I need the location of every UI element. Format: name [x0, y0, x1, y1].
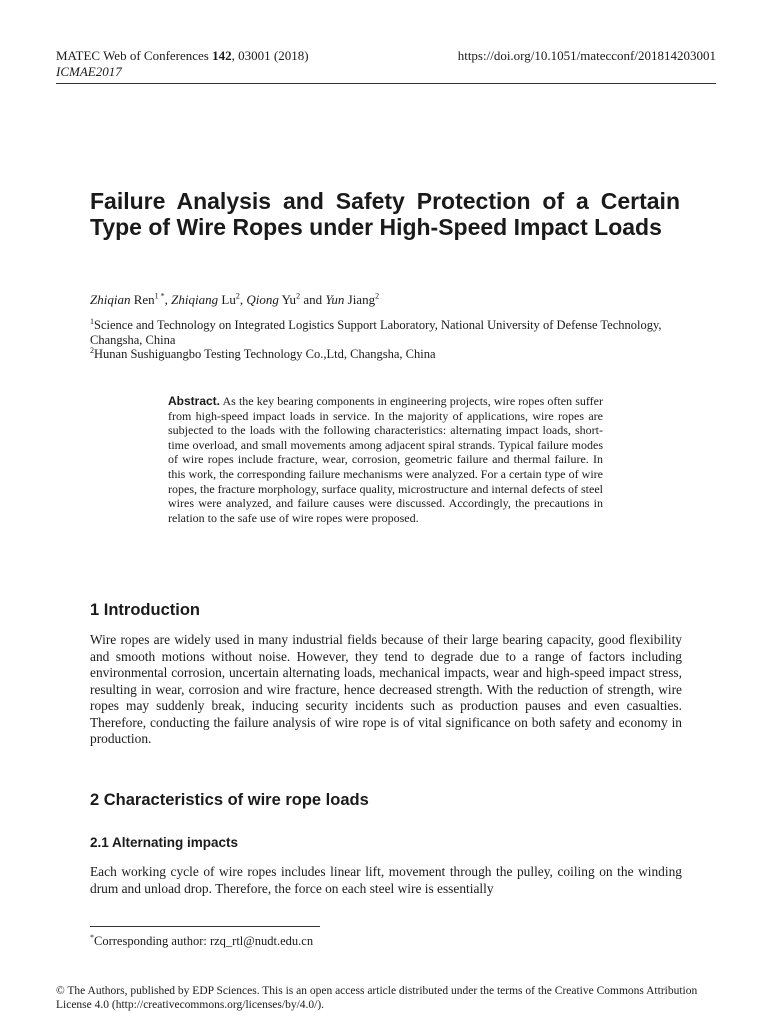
journal-citation: MATEC Web of Conferences 142, 03001 (2018) — [56, 48, 309, 63]
abstract-label: Abstract. — [168, 394, 221, 408]
paper-title: Failure Analysis and Safety Protection of a Certain Type of Wire Ropes under High-Speed Impact Loads — [90, 188, 680, 240]
abstract — [168, 394, 603, 525]
author-list — [90, 292, 688, 308]
affiliations — [90, 318, 688, 362]
abstract-text: As the key bearing components in engineering projects, wire ropes often suffer from high-speed impact loads in service. In the majority of applications, wire ropes are subjected to the loads with the following characteristics: alternating impact loads, short-time overload, and small movements among adjacent spiral strands. Typical failure modes of wire ropes include fracture, wear, corrosion, geometric failure and thermal failure. In this work, the corresponding failure mechanisms were analyzed. For a certain type of wire ropes, the fracture morphology, surface quality, microstructure and internal defects of steel wires were analyzed, and failure causes were discussed. Accordingly, the precautions in relation to the safe use of wire ropes were proposed. — [168, 394, 603, 525]
author: Qiong Yu$^2$ and — [246, 291, 326, 307]
author: Zhiqiang Lu$^2$, — [171, 291, 247, 307]
alternating-impacts-paragraph: Each working cycle of wire ropes includes linear lift, movement through the pulley, coiling on the winding drum and unload drop. Therefore, the force on each steel wire is essentially — [90, 864, 682, 896]
section-heading-characteristics: 2 Characteristics of wire rope loads — [90, 791, 369, 809]
footnote-divider — [90, 926, 320, 927]
affiliation: $^2$Hunan Sushiguangbo Testing Technology Co.,Ltd, Changsha, China — [90, 345, 436, 361]
doi-link[interactable]: https://doi.org/10.1051/matecconf/201814203001 — [457, 48, 716, 63]
running-header — [56, 48, 716, 84]
introduction-paragraph: Wire ropes are widely used in many industrial fields because of their large bearing capacity, good flexibility and smooth motions without noise. However, they tend to degrade due to a range of factors including environmental corrosion, uncertain alternating loads, mechanical impacts, wear and high-speed impact stress, resulting in wear, corrosion and wire fracture, hence decreased strength. With the reduction of strength, wire ropes may suddenly break, inducing security incidents such as production pauses and even casualties. Therefore, conducting the failure analysis of wire rope is of vital significance on both safety and economy in production. — [90, 632, 682, 746]
author: Zhiqian Ren$^{1 *}$, — [90, 291, 172, 307]
license-notice: © The Authors, published by EDP Sciences. This is an open access article distributed under the terms of the Creative Commons Attribution License 4.0 (http://creativecommons.org/licenses/by/4.0/). — [56, 985, 698, 1011]
conference-name: ICMAE2017 — [56, 64, 122, 79]
affiliation: $^1$Science and Technology on Integrated Logistics Support Laboratory, National University of Defense Technology, Changsha, China — [90, 316, 662, 347]
footnote: *Corresponding author: rzq_rtl@nudt.edu.cn — [90, 932, 314, 948]
section-heading-introduction: 1 Introduction — [90, 601, 200, 619]
author: Yun Jiang$^2$ — [325, 291, 380, 307]
subsection-heading-alternating-impacts: 2.1 Alternating impacts — [90, 835, 239, 850]
